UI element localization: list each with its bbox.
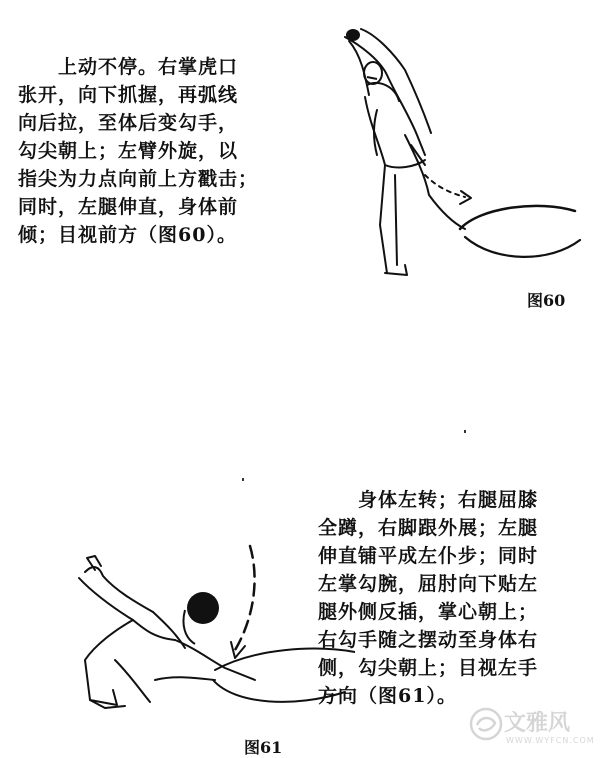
figure-61-caption: 图61 bbox=[244, 738, 283, 757]
print-speck bbox=[242, 478, 244, 481]
paragraph-2 bbox=[318, 486, 538, 710]
paragraph-1-line: 向后拉，至体后变勾手， bbox=[18, 112, 239, 134]
paragraph-2-line: 侧，勾尖朝上；目视左手 bbox=[318, 657, 539, 679]
paragraph-1 bbox=[18, 53, 258, 249]
paragraph-1-line: 同时，左腿伸直，身体前 bbox=[18, 196, 239, 218]
paragraph-2-line: 左掌勾腕，屈肘向下贴左 bbox=[318, 573, 539, 595]
paragraph-1-line: 指尖为力点向前上方戳击； bbox=[18, 168, 259, 190]
paragraph-1-line: 张开，向下抓握，再弧线 bbox=[18, 84, 239, 106]
watermark-url: WWW.WYFCN.COM bbox=[506, 736, 595, 745]
print-speck bbox=[464, 430, 466, 433]
figure-61-illustration bbox=[55, 530, 355, 735]
paragraph-2-line: 全蹲，右脚跟外展；左腿 bbox=[318, 517, 539, 539]
paragraph-2-line: 伸直铺平成左仆步；同时 bbox=[318, 545, 539, 567]
paragraph-2-line: 右勾手随之摆动至身体右 bbox=[318, 629, 539, 651]
paragraph-2-line: 身体左转；右腿屈膝 bbox=[318, 489, 539, 511]
site-watermark bbox=[468, 704, 595, 750]
paragraph-1-line: 倾；目视前方（图60）。 bbox=[18, 224, 237, 246]
paragraph-1-line: 上动不停。右掌虎口 bbox=[18, 56, 239, 78]
paragraph-2-line: 腿外侧反插，掌心朝上； bbox=[318, 601, 539, 623]
figure-60-illustration bbox=[325, 15, 590, 285]
figure-60-caption: 图60 bbox=[527, 291, 566, 310]
paragraph-1-line: 勾尖朝上；左臂外旋，以 bbox=[18, 140, 239, 162]
watermark-logo-icon bbox=[468, 706, 504, 742]
paragraph-2-line: 方向（图61）。 bbox=[318, 685, 457, 707]
watermark-text: 文雅风 bbox=[504, 711, 571, 736]
